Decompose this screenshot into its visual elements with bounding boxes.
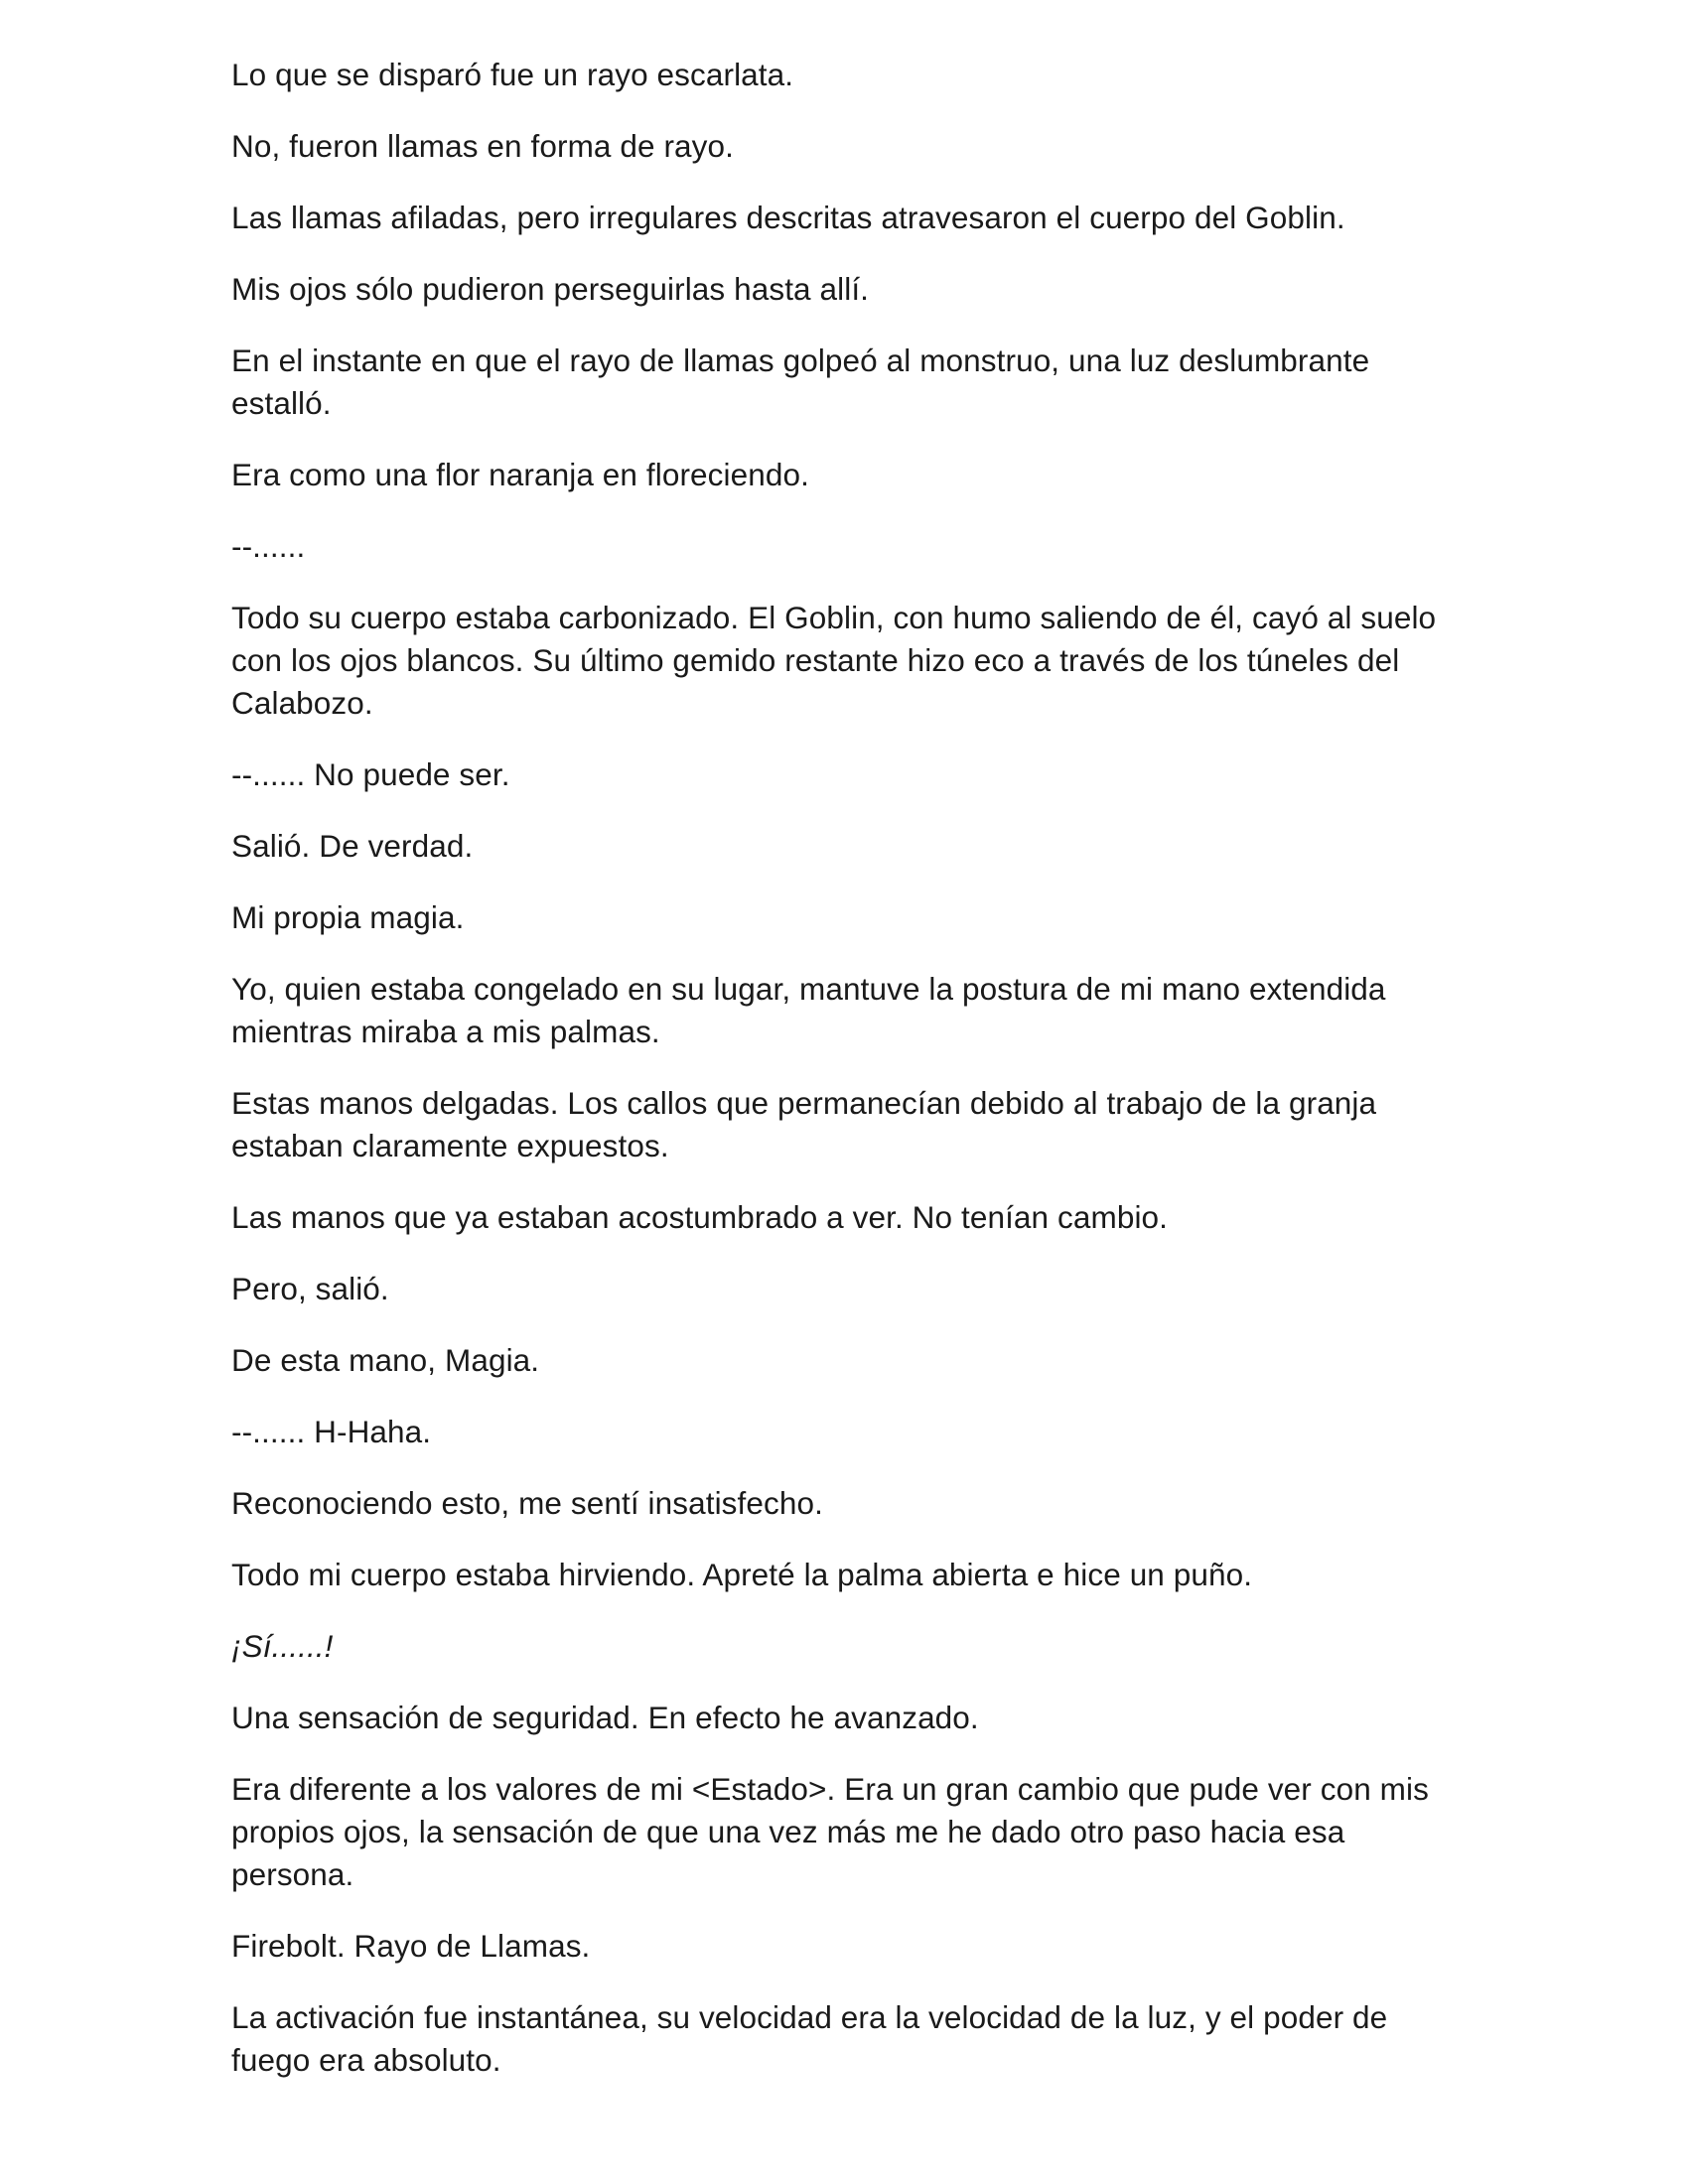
paragraph-13: Estas manos delgadas. Los callos que permanecían debido al trabajo de la granja estaban claramente expuestos. (231, 1085, 1377, 1163)
paragraph-14: Las manos que ya estaban acostumbrado a ver. No tenían cambio. (231, 1199, 1169, 1235)
paragraph-18: Reconociendo esto, me sentí insatisfecho. (231, 1485, 823, 1521)
paragraph-16: De esta mano, Magia. (231, 1342, 540, 1378)
paragraph-9: --...... No puede ser. (231, 756, 510, 792)
paragraph-21: Una sensación de seguridad. En efecto he avanzado. (231, 1700, 979, 1735)
paragraph-4: Mis ojos sólo pudieron perseguirlas hasta allí. (231, 271, 870, 307)
paragraph-7: --...... (231, 528, 306, 564)
paragraph-5: En el instante en que el rayo de llamas golpeó al monstruo, una luz deslumbrante estalló. (231, 342, 1370, 421)
document-page (231, 54, 1468, 2111)
paragraph-23: Firebolt. Rayo de Llamas. (231, 1928, 591, 1964)
paragraph-17: --...... H-Haha. (231, 1414, 432, 1449)
paragraph-19: Todo mi cuerpo estaba hirviendo. Apreté la palma abierta e hice un puño. (231, 1557, 1253, 1592)
paragraph-10: Salió. De verdad. (231, 828, 474, 864)
paragraph-1: Lo que se disparó fue un rayo escarlata. (231, 57, 794, 92)
paragraph-6: Era como una flor naranja en floreciendo. (231, 457, 809, 492)
paragraph-11: Mi propia magia. (231, 899, 465, 935)
paragraph-22: Era diferente a los valores de mi <Estado>. Era un gran cambio que pude ver con mis propios ojos, la sensación de que una vez más me he dado otro paso hacia esa persona. (231, 1771, 1429, 1892)
paragraph-2: No, fueron llamas en forma de rayo. (231, 128, 734, 164)
paragraph-3: Las llamas afiladas, pero irregulares descritas atravesaron el cuerpo del Goblin. (231, 200, 1345, 235)
paragraph-20: ¡Sí......! (231, 1628, 334, 1664)
paragraph-8: Todo su cuerpo estaba carbonizado. El Goblin, con humo saliendo de él, cayó al suelo con los ojos blancos. Su último gemido restante hizo eco a través de los túneles del Calabozo. (231, 600, 1437, 721)
paragraph-12: Yo, quien estaba congelado en su lugar, mantuve la postura de mi mano extendida mientras miraba a mis palmas. (231, 971, 1386, 1049)
paragraph-24: La activación fue instantánea, su velocidad era la velocidad de la luz, y el poder de fuego era absoluto. (231, 1999, 1388, 2078)
paragraph-15: Pero, salió. (231, 1271, 389, 1306)
